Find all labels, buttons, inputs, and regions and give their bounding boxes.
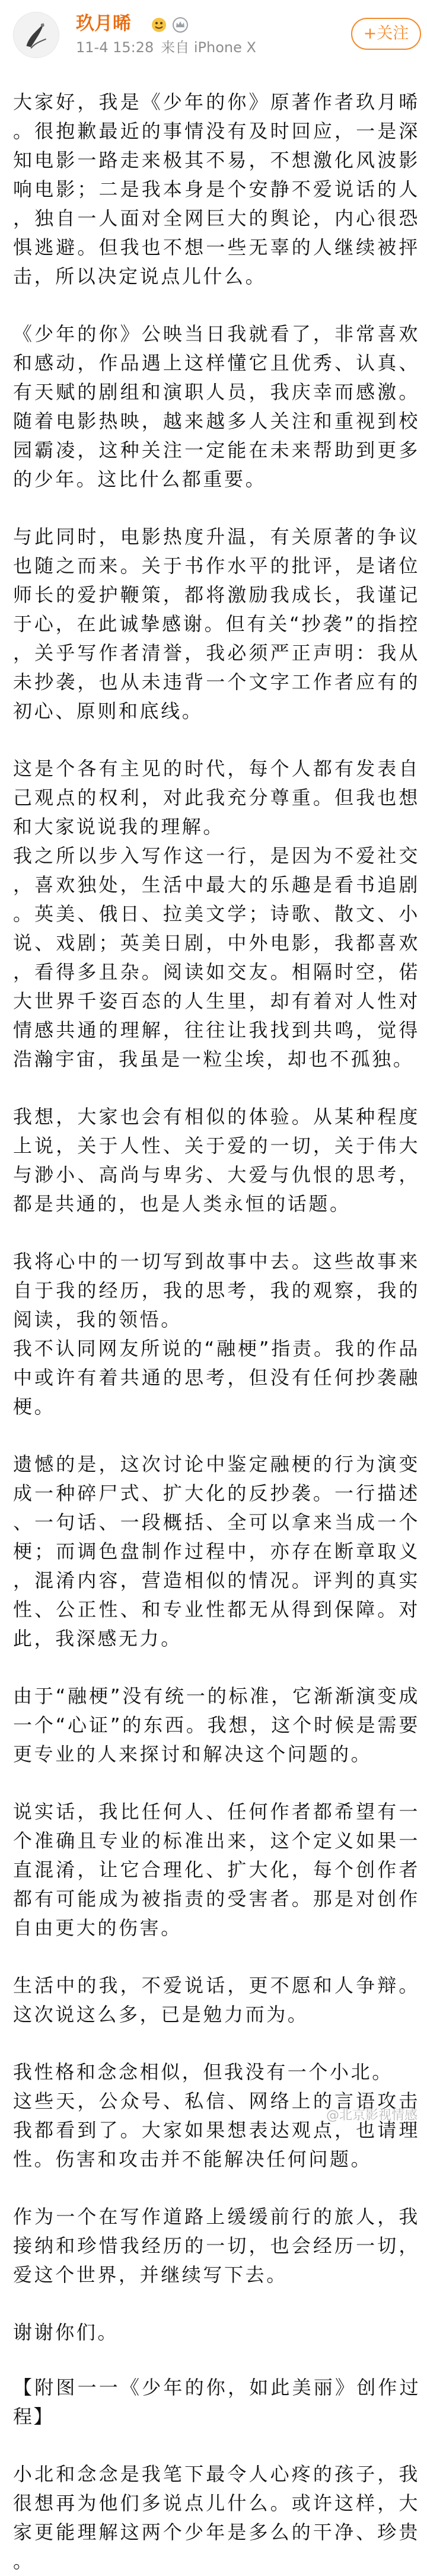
post-header [0,0,427,60]
paragraph: 由于“融梗”没有统一的标准，它渐渐演变成一个“心证”的东西。我想，这个时候是需要更专业的人来探讨和解决这个问题的。 [13,1682,420,1769]
author-avatar-icon[interactable] [13,12,59,58]
paragraph: 这些天，公众号、私信、网络上的言语攻击我都看到了。大家如果想表达观点，也请理性。伤害和攻击并不能解决任何问题。 [13,2087,420,2174]
post-date-time: 11-4 15:28 [76,39,154,56]
paragraph: 遗憾的是，这次讨论中鉴定融梗的行为演变成一种碎尸式、扩大化的反抄袭。一行描述、一句话、一段概括、全可以拿来当成一个梗；而调色盘制作过程中，亦存在断章取义，混淆内容，营造相似的情况。评判的真实性、公正性、和专业性都无从得到保障。对此，我深感无力。 [13,1450,420,1653]
paragraph: 与此同时，电影热度升温，有关原著的争议也随之而来。关于书作水平的批评，是诸位师长的爱护鞭策，都将激励我成长，我谨记于心，在此诚挚感谢。但有关“抄袭”的指控，关乎写作者清誉，我必须严正声明：我从未抄袭，也从未违背一个文字工作者应有的初心、原则和底线。 [13,522,420,726]
post-source: 来自 iPhone X [161,39,256,56]
paragraph: 我将心中的一切写到故事中去。这些故事来自于我的经历，我的思考，我的观察，我的阅读，我的领悟。 [13,1247,420,1334]
crown-badge-icon [172,17,189,33]
watermark: @北京影视情感 [326,2105,418,2124]
paragraph: 说实话，我比任何人、任何作者都希望有一个准确且专业的标准出来，这个定义如果一直混淆，让它合理化、扩大化，每个创作者都有可能成为被指责的受害者。那是对创作自由更大的伤害。 [13,1797,420,1943]
author-avatar-drawing [14,12,59,58]
follow-button[interactable]: +关注 [351,18,421,50]
paragraph: 我不认同网友所说的“融梗”指责。我的作品中或许有着共通的思考，但没有任何抄袭融梗。 [13,1334,420,1421]
paragraph: 我之所以步入写作这一行，是因为不爱社交，喜欢独处，生活中最大的乐趣是看书追剧。英美、俄日、拉美文学；诗歌、散文、小说、戏剧；英美日剧，中外电影，我都喜欢，看得多且杂。阅读如交友。相隔时空，偌大世界千姿百态的人生里，却有着对人性对情感共通的理解，往往让我找到共鸣，觉得浩瀚宇宙，我虽是一粒尘埃，却也不孤独。 [13,841,420,1074]
author-name[interactable]: 玖月晞 [76,12,131,36]
paragraph: 作为一个在写作道路上缓缓前行的旅人，我接纳和珍惜我经历的一切，也会经历一切，爱这个世界，并继续写下去。 [13,2202,420,2290]
sticker-badge-icon [151,17,167,33]
paragraph: 小北和念念是我笔下最令人心疼的孩子，我很想再为他们多说点儿什么。或许这样，大家更能理解这两个少年是多么的干净、珍贵。 [13,2460,420,2576]
paragraph: 我想，大家也会有相似的体验。从某种程度上说，关于人性、关于爱的一切，关于伟大与渺小、高尚与卑劣、大爱与仇恨的思考，都是共通的，也是人类永恒的话题。 [13,1102,420,1219]
post-body [0,60,427,2576]
paragraph: 生活中的我，不爱说话，更不愿和人争辩。这次说这么多，已是勉力而为。 [13,1971,420,2029]
paragraph: 大家好，我是《少年的你》原著作者玖月晞。很抱歉最近的事情没有及时回应，一是深知电影一路走来极其不易，不想激化风波影响电影；二是我本身是个安静不爱说话的人，独自一人面对全网巨大的舆论，内心很恐惧逃避。但我也不想一些无辜的人继续被抨击，所以决定说点儿什么。 [13,88,420,291]
post-meta [76,38,256,57]
appendix-heading: 【附图一一《少年的你，如此美丽》创作过程】 [13,2373,420,2431]
paragraph: 我性格和念念相似，但我没有一个小北。 [13,2058,420,2087]
paragraph: 《少年的你》公映当日我就看了，非常喜欢和感动，作品遇上这样懂它且优秀、认真、有天赋的剧组和演职人员，我庆幸而感激。随着电影热映，越来越多人关注和重视到校园霸凌，这种关注一定能在未来帮助到更多的少年。这比什么都重要。 [13,320,420,494]
paragraph: 谢谢你们。 [13,2318,420,2347]
paragraph: 这是个各有主见的时代，每个人都有发表自己观点的权利，对此我充分尊重。但我也想和大家说说我的理解。 [13,754,420,841]
